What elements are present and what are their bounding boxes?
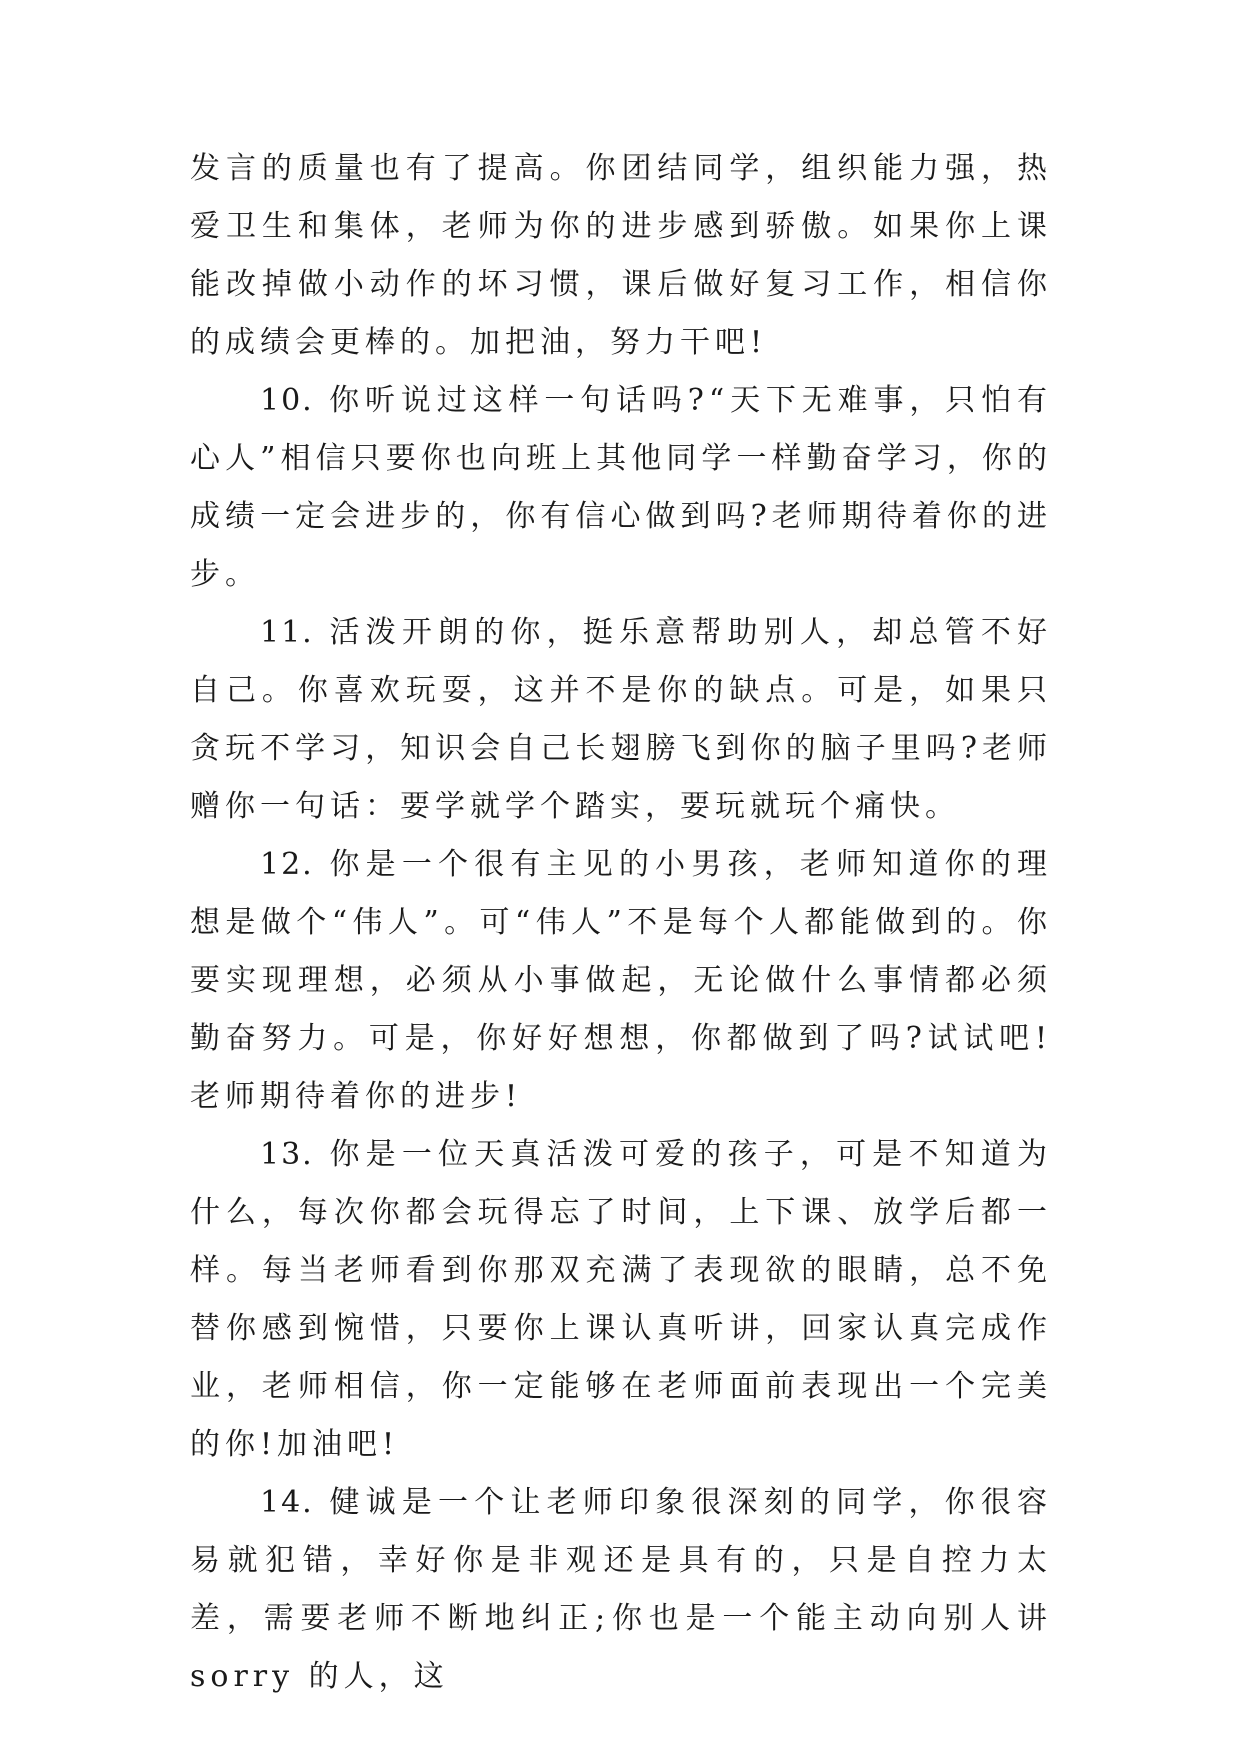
paragraph-text: 健诚是一个让老师印象很深刻的同学，你很容易就犯错，幸好你是非观还是具有的，只是自控力太差，需要老师不断地纠正;你也是一个能主动向别人讲 sorry 的人，这 [190,1485,1053,1694]
paragraph-11 [190,604,1052,836]
document-page [190,140,1052,1706]
paragraph-number: 14. [260,1485,314,1520]
paragraph-text: 发言的质量也有了提高。你团结同学，组织能力强，热爱卫生和集体，老师为你的进步感到骄傲。如果你上课能改掉做小动作的坏习惯，课后做好复习工作，相信你的成绩会更棒的。加把油，努力干吧! [190,151,1052,360]
paragraph-13 [190,1126,1052,1474]
paragraph-text: 活泼开朗的你，挺乐意帮助别人，却总管不好自己。你喜欢玩耍，这并不是你的缺点。可是，如果只贪玩不学习，知识会自己长翅膀飞到你的脑子里吗?老师赠你一句话：要学就学个踏实，要玩就玩个痛快。 [190,615,1053,824]
paragraph-14 [190,1474,1052,1706]
paragraph-continuation [190,140,1052,372]
paragraph-number: 12. [260,847,314,882]
paragraph-text: 你是一个很有主见的小男孩，老师知道你的理想是做个“伟人”。可“伟人”不是每个人都能做到的。你要实现理想，必须从小事做起，无论做什么事情都必须勤奋努力。可是，你好好想想，你都做到了吗?试试吧!老师期待着你的进步! [190,847,1053,1114]
paragraph-text: 你是一位天真活泼可爱的孩子，可是不知道为什么，每次你都会玩得忘了时间，上下课、放学后都一样。每当老师看到你那双充满了表现欲的眼睛，总不免替你感到惋惜，只要你上课认真听讲，回家认真完成作业，老师相信，你一定能够在老师面前表现出一个完美的你!加油吧! [190,1137,1053,1462]
paragraph-number: 13. [260,1137,314,1172]
paragraph-number: 10. [260,383,314,418]
paragraph-10 [190,372,1052,604]
paragraph-text: 你听说过这样一句话吗?“天下无难事，只怕有心人”相信只要你也向班上其他同学一样勤奋学习，你的成绩一定会进步的，你有信心做到吗?老师期待着你的进步。 [190,383,1052,592]
paragraph-12 [190,836,1052,1126]
paragraph-number: 11. [260,615,314,650]
